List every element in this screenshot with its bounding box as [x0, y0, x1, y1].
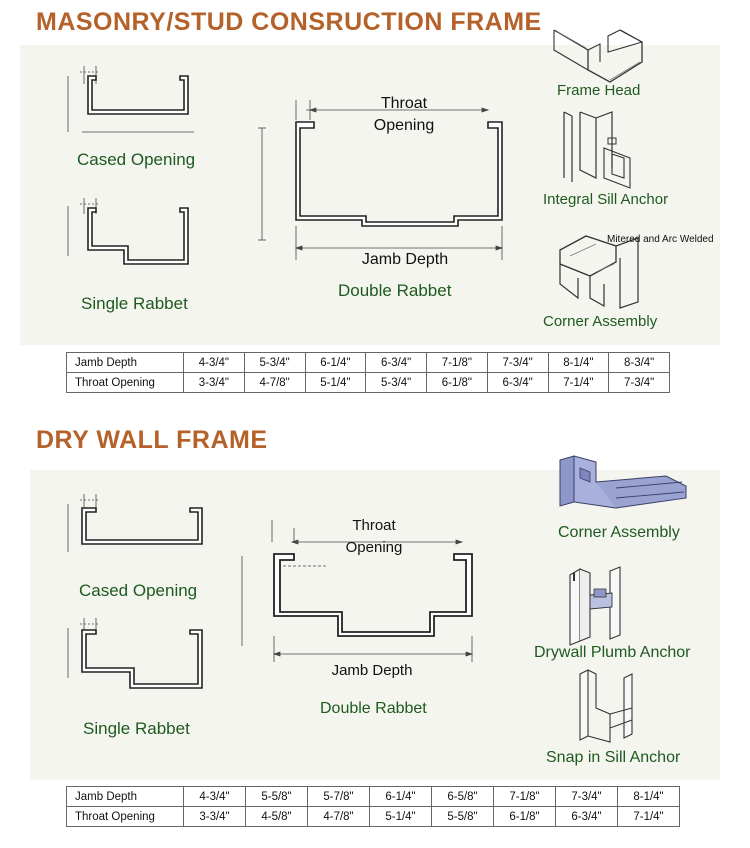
masonry-section-title: MASONRY/STUD CONSRUCTION FRAME [36, 8, 542, 36]
table-cell: 6-1/8" [494, 807, 556, 827]
masonry-spec-table [66, 352, 670, 393]
row-label-throat-opening: Throat Opening [67, 807, 184, 827]
masonry-cased-opening-label: Cased Opening [77, 150, 196, 169]
table-cell: 5-3/4" [366, 373, 427, 393]
table-cell: 3-3/4" [184, 807, 246, 827]
row-label-jamb-depth: Jamb Depth [67, 787, 184, 807]
table-cell: 6-5/8" [432, 787, 494, 807]
frame-head-label: Frame Head [557, 82, 641, 99]
table-cell: 5-1/4" [370, 807, 432, 827]
masonry-single-rabbet-diagram [66, 198, 206, 280]
table-row [67, 373, 670, 393]
drywall-plumb-anchor-label: Drywall Plumb Anchor [534, 644, 691, 661]
integral-sill-anchor-label: Integral Sill Anchor [543, 191, 669, 208]
masonry-double-rabbet-label: Double Rabbet [338, 281, 452, 300]
masonry-corner-assembly-label: Corner Assembly [543, 313, 658, 330]
table-cell: 4-5/8" [246, 807, 308, 827]
table-cell: 4-3/4" [184, 353, 245, 373]
drywall-spec-table [66, 786, 680, 827]
drywall-corner-assembly-illustration [556, 452, 690, 518]
row-label-jamb-depth: Jamb Depth [67, 353, 184, 373]
drywall-double-rabbet-label: Double Rabbet [320, 700, 427, 717]
table-cell: 6-3/4" [487, 373, 548, 393]
row-label-throat-opening: Throat Opening [67, 373, 184, 393]
table-row [67, 787, 680, 807]
drywall-cased-opening-label: Cased Opening [79, 581, 198, 600]
drywall-throat-opening-label: Throat Opening [345, 517, 403, 556]
table-cell: 8-1/4" [618, 787, 680, 807]
table-cell: 5-7/8" [308, 787, 370, 807]
masonry-throat-opening-label: Throat Opening [373, 95, 435, 134]
table-cell: 5-1/4" [305, 373, 366, 393]
table-cell: 6-3/4" [366, 353, 427, 373]
mitered-note-label: Mitered and Arc Welded [607, 234, 714, 245]
snap-in-sill-anchor-illustration [574, 668, 654, 748]
table-cell: 4-7/8" [308, 807, 370, 827]
masonry-single-rabbet-label: Single Rabbet [81, 294, 188, 313]
drywall-single-rabbet-label: Single Rabbet [83, 719, 190, 738]
table-cell: 8-3/4" [609, 353, 670, 373]
drywall-cased-opening-diagram [66, 494, 206, 556]
drywall-jamb-depth-label: Jamb Depth [331, 662, 413, 679]
table-cell: 6-1/4" [305, 353, 366, 373]
drywall-corner-assembly-label: Corner Assembly [558, 524, 680, 541]
drywall-plumb-anchor-illustration [566, 565, 646, 645]
table-cell: 7-1/4" [548, 373, 609, 393]
table-cell: 7-1/8" [427, 353, 488, 373]
table-cell: 5-5/8" [432, 807, 494, 827]
drywall-single-rabbet-diagram [66, 618, 206, 700]
table-row [67, 353, 670, 373]
table-cell: 7-3/4" [556, 787, 618, 807]
table-cell: 7-3/4" [609, 373, 670, 393]
table-cell: 3-3/4" [184, 373, 245, 393]
snap-in-sill-anchor-label: Snap in Sill Anchor [546, 749, 681, 766]
table-cell: 6-3/4" [556, 807, 618, 827]
table-cell: 7-1/8" [494, 787, 556, 807]
table-cell: 5-3/4" [244, 353, 305, 373]
table-cell: 6-1/4" [370, 787, 432, 807]
frame-head-illustration [548, 22, 648, 84]
table-cell: 6-1/8" [427, 373, 488, 393]
table-cell: 5-5/8" [246, 787, 308, 807]
table-cell: 4-3/4" [184, 787, 246, 807]
table-row [67, 807, 680, 827]
masonry-cased-opening-diagram [66, 62, 206, 134]
drywall-section-title: DRY WALL FRAME [36, 426, 268, 454]
table-cell: 7-1/4" [618, 807, 680, 827]
integral-sill-anchor-illustration [556, 108, 640, 190]
masonry-jamb-depth-label: Jamb Depth [361, 251, 449, 268]
table-cell: 7-3/4" [487, 353, 548, 373]
table-cell: 4-7/8" [244, 373, 305, 393]
table-cell: 8-1/4" [548, 353, 609, 373]
